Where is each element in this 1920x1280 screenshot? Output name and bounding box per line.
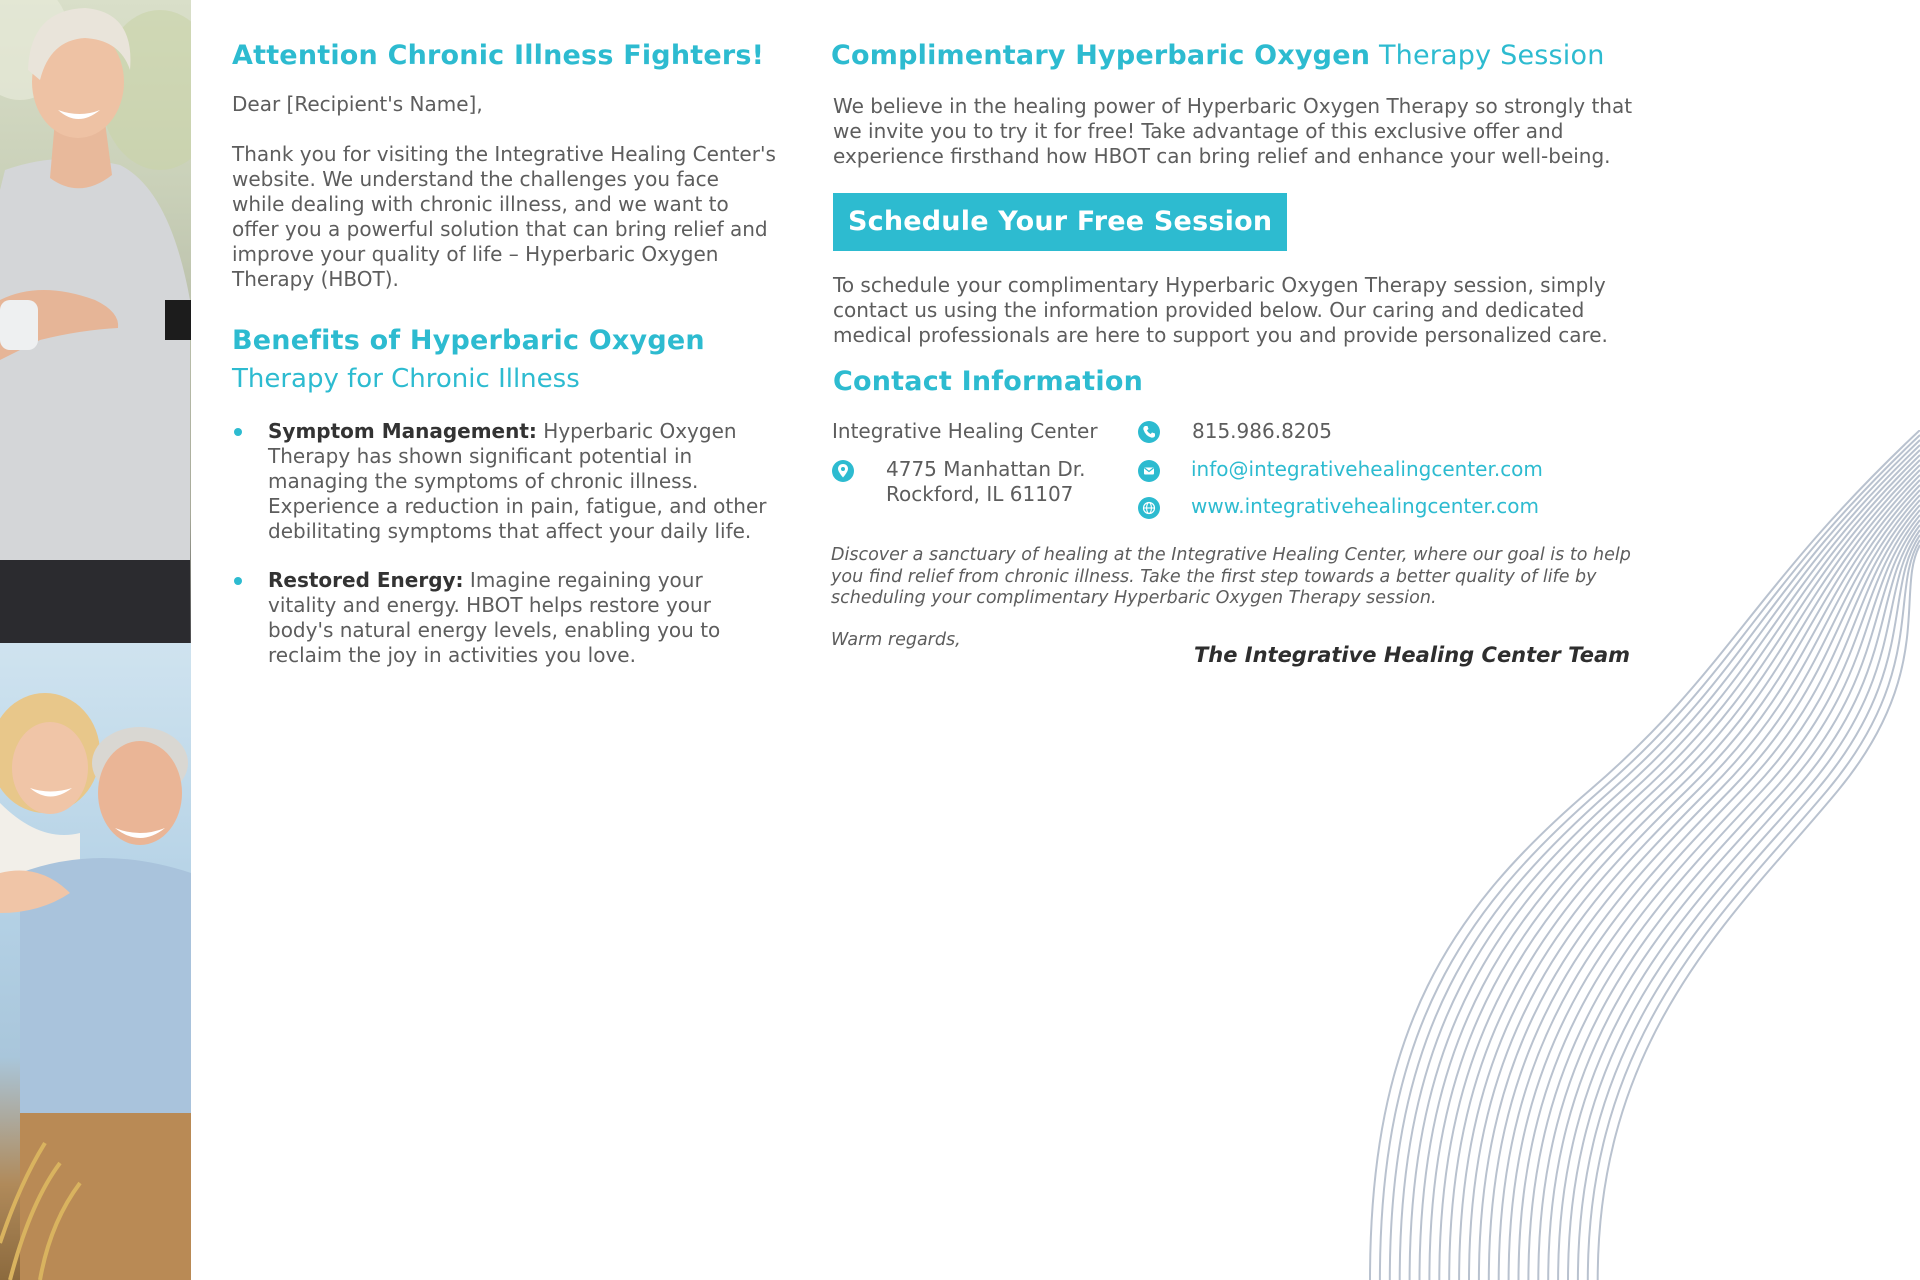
address-line-2: Rockford, IL 61107 — [886, 482, 1074, 506]
wave-line — [1400, 445, 1920, 1280]
wave-line — [1558, 525, 1920, 1280]
offer-paragraph: We believe in the healing power of Hyperbaric Oxygen Therapy so strongly that we invite you to try it for free! Take advantage of this exclusive offer and experience firsthand how HBOT can bring relief and enhance your well-being. — [833, 94, 1633, 168]
wave-line — [1568, 530, 1920, 1280]
closing-paragraph: Discover a sanctuary of healing at the Integrative Healing Center, where our goal is to help you find relief from chronic illness. Take the first step towards a better quality of life by scheduling your complimentary Hyperbaric Oxygen Therapy session. — [831, 545, 1631, 608]
email-icon — [1138, 460, 1160, 482]
schedule-session-button[interactable]: Schedule Your Free Session — [833, 193, 1287, 251]
wave-line — [1588, 540, 1920, 1280]
address-line-1: 4775 Manhattan Dr. — [886, 457, 1086, 481]
list-item — [232, 419, 777, 544]
globe-icon — [1138, 497, 1160, 519]
wave-line — [1528, 510, 1920, 1280]
warm-regards: Warm regards, — [831, 630, 961, 650]
list-item — [232, 568, 777, 668]
phone-number[interactable]: 815.986.8205 — [1192, 419, 1332, 443]
wave-line — [1489, 490, 1920, 1280]
senior-couple-piggyback-photo — [0, 643, 191, 1280]
offer-heading — [831, 40, 1651, 71]
benefit-term: Symptom Management: — [268, 419, 537, 443]
email-link[interactable]: info@integrativehealingcenter.com — [1191, 457, 1543, 481]
offer-column — [831, 40, 1651, 397]
location-pin-icon — [832, 460, 854, 482]
wave-line — [1598, 545, 1920, 1280]
phone-icon — [1138, 421, 1160, 443]
wave-line — [1429, 460, 1920, 1280]
center-name: Integrative Healing Center — [832, 419, 1098, 443]
decorative-wave-lines — [1330, 430, 1920, 1280]
intro-heading: Attention Chronic Illness Fighters! — [232, 40, 765, 71]
signature: The Integrative Healing Center Team — [1193, 643, 1630, 667]
wave-line — [1439, 465, 1920, 1280]
website-link[interactable]: www.integrativehealingcenter.com — [1191, 494, 1539, 518]
bullet-icon — [234, 577, 242, 585]
offer-heading-bold: Complimentary Hyperbaric Oxygen — [831, 40, 1371, 71]
greeting: Dear [Recipient's Name], — [232, 92, 483, 116]
offer-heading-light: Therapy Session — [1370, 40, 1605, 71]
schedule-paragraph: To schedule your complimentary Hyperbaric Oxygen Therapy session, simply contact us using the information provided below. Our caring and dedicated medical professionals are here to support you and provide personalized care. — [833, 273, 1608, 347]
benefit-text: Hyperbaric Oxygen Therapy has shown significant potential in managing the symptoms of chronic illness. Experience a reduction in pain, fatigue, and other debilitating symptoms that affect your daily life. — [268, 419, 767, 543]
woman-jogging-photo — [0, 0, 191, 643]
intro-column — [232, 40, 777, 668]
bullet-icon — [234, 428, 242, 436]
benefit-text: Imagine regaining your vitality and energy. HBOT helps restore your body's natural energy levels, enabling you to reclaim the joy in activities you love. — [268, 568, 721, 667]
benefits-list — [232, 419, 777, 668]
wave-line — [1538, 515, 1920, 1280]
wave-line — [1479, 485, 1920, 1280]
contact-heading: Contact Information — [833, 366, 1143, 397]
wave-line — [1410, 450, 1920, 1280]
benefit-term: Restored Energy: — [268, 568, 464, 592]
intro-paragraph: Thank you for visiting the Integrative Healing Center's website. We understand the challenges you face while dealing with chronic illness, and we want to offer you a powerful solution that can bring relief and improve your quality of life – Hyperbaric Oxygen Therapy (HBOT). — [232, 142, 776, 291]
benefits-subheading: Therapy for Chronic Illness — [232, 364, 580, 394]
benefits-heading: Benefits of Hyperbaric Oxygen — [232, 325, 705, 356]
